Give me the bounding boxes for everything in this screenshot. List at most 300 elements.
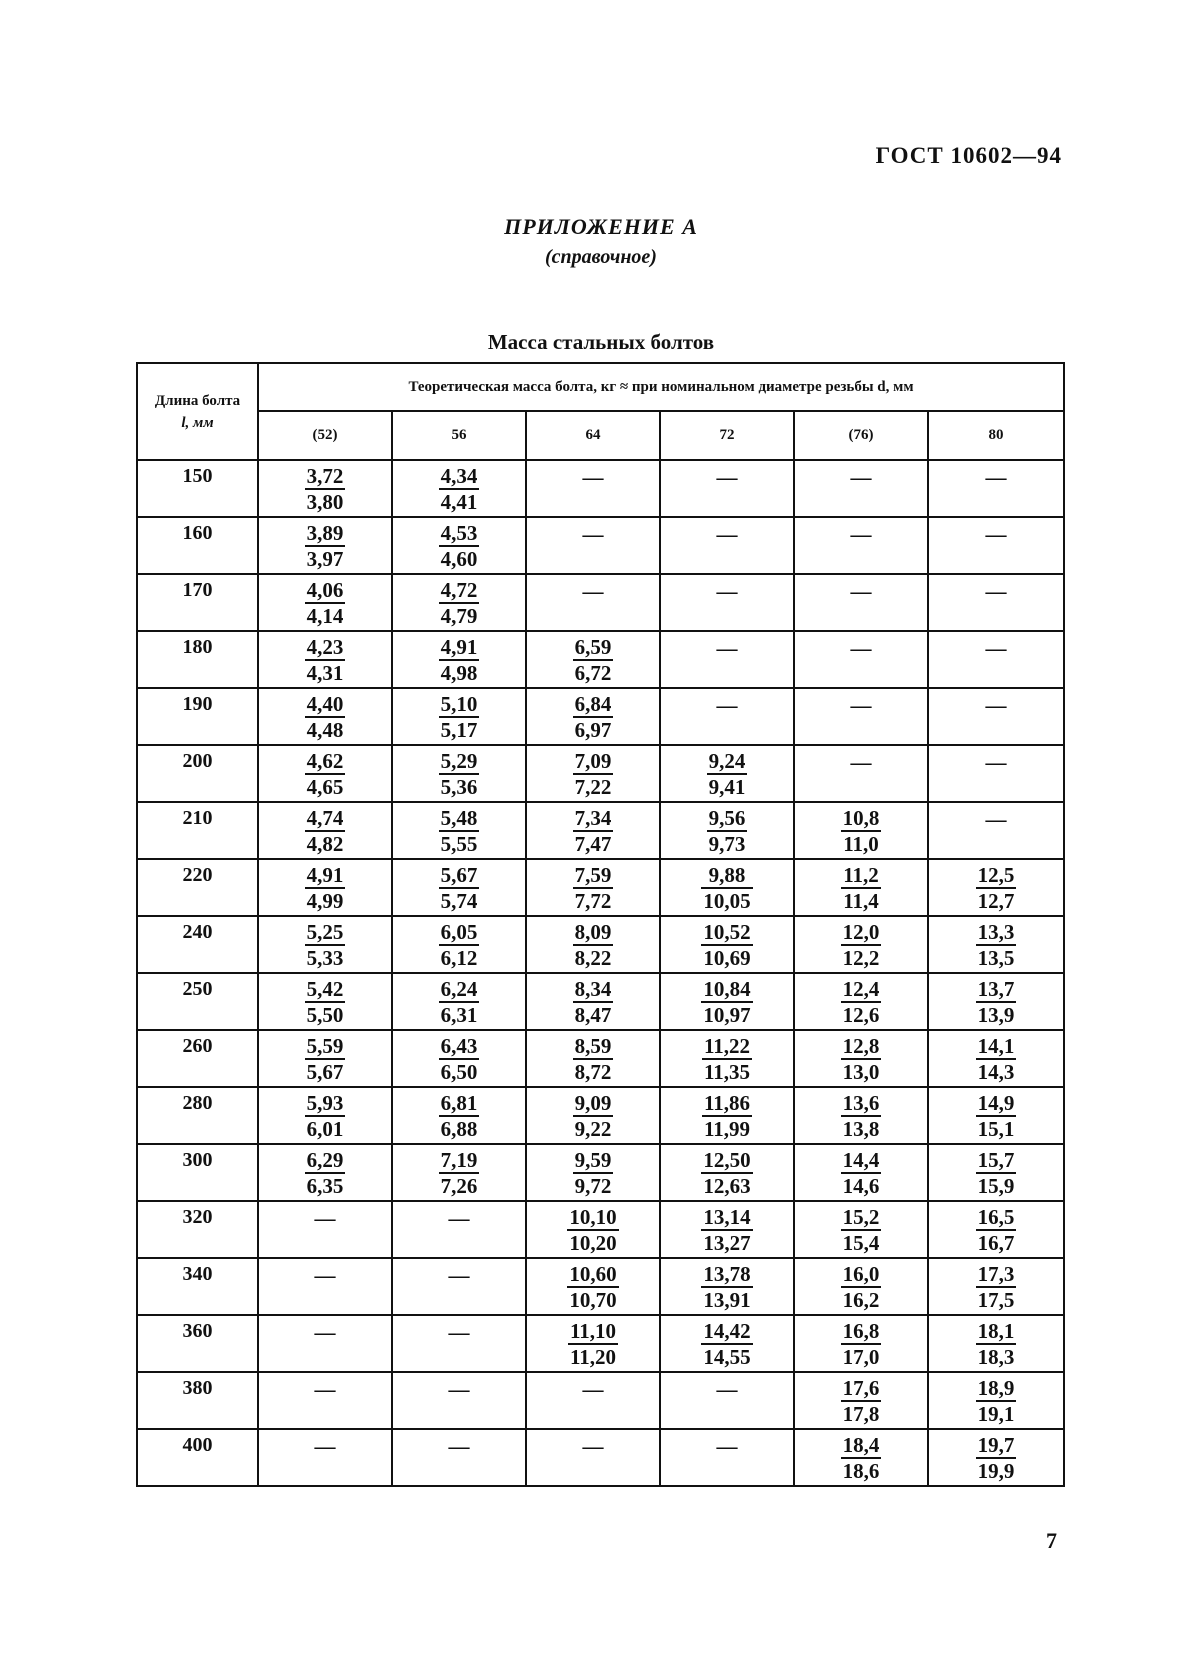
table-row (137, 460, 1064, 517)
empty-cell (258, 1315, 392, 1372)
mass-lower-value: 9,72 (574, 1174, 612, 1198)
dash-mark: — (716, 693, 738, 717)
mass-fraction (976, 1091, 1017, 1141)
mass-cell (526, 1315, 660, 1372)
mass-lower-value: 10,70 (569, 1288, 617, 1312)
mass-upper-value: 4,91 (306, 863, 344, 887)
mass-lower-value: 5,17 (440, 718, 478, 742)
mass-upper-value: 10,84 (703, 977, 751, 1001)
diameter-header: 64 (526, 411, 660, 460)
mass-fraction (573, 749, 614, 799)
mass-lower-value: 13,27 (703, 1231, 751, 1255)
dash-mark: — (985, 636, 1007, 660)
mass-cell (526, 1201, 660, 1258)
empty-cell (392, 1258, 526, 1315)
mass-fraction (439, 1091, 480, 1141)
mass-fraction (305, 1034, 346, 1084)
mass-upper-value: 13,78 (703, 1262, 751, 1286)
empty-cell (928, 745, 1064, 802)
mass-upper-value: 15,2 (842, 1205, 880, 1229)
empty-cell (660, 460, 794, 517)
mass-cell (928, 1144, 1064, 1201)
mass-fraction (573, 1091, 614, 1141)
mass-lower-value: 14,55 (703, 1345, 751, 1369)
appendix-title: ПРИЛОЖЕНИЕ А (504, 214, 698, 239)
empty-cell (928, 460, 1064, 517)
mass-cell (794, 1315, 928, 1372)
empty-cell (392, 1201, 526, 1258)
table-row (137, 1372, 1064, 1429)
mass-upper-value: 17,3 (977, 1262, 1015, 1286)
dash-mark: — (985, 750, 1007, 774)
table-body (137, 460, 1064, 1486)
dash-mark: — (716, 579, 738, 603)
mass-lower-value: 19,1 (977, 1402, 1015, 1426)
mass-lower-value: 11,99 (703, 1117, 751, 1141)
mass-fraction (305, 521, 346, 571)
mass-cell (526, 916, 660, 973)
diameter-header-row (137, 411, 1064, 460)
empty-cell (392, 1315, 526, 1372)
mass-cell (392, 745, 526, 802)
dash-mark: — (448, 1377, 470, 1401)
mass-cell (526, 745, 660, 802)
length-header-line2: l, мм (181, 414, 214, 431)
mass-cell (928, 1030, 1064, 1087)
mass-fraction (573, 1148, 614, 1198)
mass-upper-value: 10,60 (569, 1262, 617, 1286)
mass-upper-value: 13,14 (703, 1205, 751, 1229)
mass-lower-value: 9,41 (708, 775, 746, 799)
mass-fraction (439, 578, 480, 628)
dash-mark: — (716, 636, 738, 660)
mass-fraction (976, 863, 1017, 913)
empty-cell (928, 688, 1064, 745)
mass-group-header: Теоретическая масса болта, кг ≈ при номинальном диаметре резьбы d, мм (258, 363, 1064, 411)
dash-mark: — (582, 1434, 604, 1458)
mass-upper-value: 6,84 (574, 692, 612, 716)
diameter-header: 56 (392, 411, 526, 460)
mass-upper-value: 13,7 (977, 977, 1015, 1001)
mass-lower-value: 13,91 (703, 1288, 751, 1312)
mass-cell (660, 1315, 794, 1372)
mass-cell (928, 1315, 1064, 1372)
mass-upper-value: 7,34 (574, 806, 612, 830)
dash-mark: — (850, 636, 872, 660)
table-row (137, 688, 1064, 745)
mass-lower-value: 13,9 (977, 1003, 1015, 1027)
mass-cell (794, 1201, 928, 1258)
mass-upper-value: 4,74 (306, 806, 344, 830)
mass-fraction (976, 977, 1017, 1027)
mass-cell (392, 688, 526, 745)
mass-fraction (567, 1262, 618, 1312)
bolt-length-cell: 360 (137, 1315, 258, 1372)
mass-cell (392, 1144, 526, 1201)
mass-upper-value: 4,53 (440, 521, 478, 545)
mass-cell (794, 1087, 928, 1144)
mass-upper-value: 14,9 (977, 1091, 1015, 1115)
dash-mark: — (448, 1320, 470, 1344)
mass-lower-value: 11,20 (569, 1345, 617, 1369)
mass-lower-value: 18,3 (977, 1345, 1015, 1369)
mass-fraction (976, 1205, 1017, 1255)
empty-cell (258, 1429, 392, 1486)
bolt-length-cell: 220 (137, 859, 258, 916)
empty-cell (392, 1429, 526, 1486)
mass-upper-value: 6,05 (440, 920, 478, 944)
mass-lower-value: 6,31 (440, 1003, 478, 1027)
mass-fraction (701, 1148, 752, 1198)
mass-lower-value: 11,0 (843, 832, 879, 856)
diameter-header: 72 (660, 411, 794, 460)
mass-cell (258, 745, 392, 802)
dash-mark: — (985, 465, 1007, 489)
mass-upper-value: 5,59 (306, 1034, 344, 1058)
table-row (137, 1258, 1064, 1315)
mass-upper-value: 12,0 (842, 920, 880, 944)
mass-fraction (305, 1091, 346, 1141)
mass-cell (928, 1258, 1064, 1315)
mass-upper-value: 8,59 (574, 1034, 612, 1058)
empty-cell (928, 802, 1064, 859)
bolt-length-cell: 320 (137, 1201, 258, 1258)
dash-mark: — (850, 522, 872, 546)
standard-number: ГОСТ 10602—94 (875, 143, 1062, 168)
mass-lower-value: 4,41 (440, 490, 478, 514)
mass-lower-value: 13,5 (977, 946, 1015, 970)
mass-fraction (841, 863, 881, 913)
mass-upper-value: 19,7 (977, 1433, 1015, 1457)
mass-cell (258, 631, 392, 688)
mass-lower-value: 7,26 (440, 1174, 478, 1198)
dash-mark: — (448, 1434, 470, 1458)
mass-lower-value: 19,9 (977, 1459, 1015, 1483)
mass-cell (660, 916, 794, 973)
mass-cell (928, 1087, 1064, 1144)
dash-mark: — (985, 693, 1007, 717)
mass-lower-value: 18,6 (842, 1459, 880, 1483)
mass-cell (258, 916, 392, 973)
mass-fraction (305, 806, 346, 856)
empty-cell (794, 688, 928, 745)
mass-lower-value: 7,22 (574, 775, 612, 799)
mass-lower-value: 16,2 (842, 1288, 880, 1312)
empty-cell (392, 1372, 526, 1429)
mass-fraction (841, 1148, 882, 1198)
mass-lower-value: 15,4 (842, 1231, 880, 1255)
mass-fraction (976, 1148, 1017, 1198)
bolt-length-cell: 150 (137, 460, 258, 517)
mass-fraction (573, 977, 614, 1027)
mass-cell (258, 574, 392, 631)
mass-lower-value: 9,22 (574, 1117, 612, 1141)
mass-fraction (439, 749, 480, 799)
mass-lower-value: 12,2 (842, 946, 880, 970)
mass-lower-value: 11,35 (703, 1060, 751, 1084)
mass-cell (928, 1372, 1064, 1429)
mass-cell (392, 574, 526, 631)
mass-cell (258, 1144, 392, 1201)
empty-cell (794, 631, 928, 688)
page-number: 7 (1046, 1528, 1057, 1553)
mass-fraction (841, 1262, 882, 1312)
mass-fraction (841, 1433, 882, 1483)
empty-cell (794, 745, 928, 802)
empty-cell (258, 1201, 392, 1258)
mass-cell (794, 802, 928, 859)
mass-cell (794, 859, 928, 916)
dash-mark: — (716, 522, 738, 546)
table-row (137, 1429, 1064, 1486)
mass-fraction (573, 1034, 614, 1084)
table-row (137, 574, 1064, 631)
mass-upper-value: 5,67 (440, 863, 478, 887)
mass-lower-value: 6,97 (574, 718, 612, 742)
mass-upper-value: 4,40 (306, 692, 344, 716)
mass-lower-value: 17,5 (977, 1288, 1015, 1312)
dash-mark: — (314, 1434, 336, 1458)
mass-lower-value: 8,47 (574, 1003, 612, 1027)
mass-lower-value: 4,65 (306, 775, 344, 799)
mass-upper-value: 5,25 (306, 920, 344, 944)
mass-cell (526, 631, 660, 688)
mass-fraction (573, 863, 614, 913)
table-row (137, 802, 1064, 859)
mass-fraction (573, 806, 614, 856)
bolt-length-cell: 250 (137, 973, 258, 1030)
mass-upper-value: 14,4 (842, 1148, 880, 1172)
mass-cell (392, 517, 526, 574)
dash-mark: — (448, 1263, 470, 1287)
mass-upper-value: 14,42 (703, 1319, 751, 1343)
empty-cell (660, 574, 794, 631)
empty-cell (258, 1372, 392, 1429)
mass-upper-value: 11,10 (569, 1319, 617, 1343)
mass-fraction (439, 920, 480, 970)
mass-lower-value: 5,55 (440, 832, 478, 856)
mass-cell (258, 973, 392, 1030)
mass-upper-value: 7,09 (574, 749, 612, 773)
mass-lower-value: 10,05 (703, 889, 751, 913)
mass-fraction (841, 920, 882, 970)
diameter-header: (76) (794, 411, 928, 460)
mass-fraction (701, 863, 752, 913)
mass-fraction (701, 1205, 752, 1255)
mass-fraction (841, 1319, 882, 1369)
empty-cell (794, 460, 928, 517)
diameter-header: 80 (928, 411, 1064, 460)
mass-cell (392, 973, 526, 1030)
mass-upper-value: 16,8 (842, 1319, 880, 1343)
mass-cell (660, 802, 794, 859)
bolt-length-cell: 210 (137, 802, 258, 859)
mass-cell (660, 859, 794, 916)
dash-mark: — (314, 1377, 336, 1401)
mass-upper-value: 9,09 (574, 1091, 612, 1115)
empty-cell (526, 517, 660, 574)
mass-cell (660, 1201, 794, 1258)
length-header-line1: Длина болта (154, 392, 241, 409)
empty-cell (526, 1372, 660, 1429)
mass-fraction (305, 464, 346, 514)
mass-fraction (439, 863, 480, 913)
table-row (137, 1144, 1064, 1201)
mass-lower-value: 14,6 (842, 1174, 880, 1198)
mass-lower-value: 4,48 (306, 718, 344, 742)
mass-cell (258, 1030, 392, 1087)
empty-cell (660, 1429, 794, 1486)
mass-lower-value: 4,14 (306, 604, 344, 628)
mass-fraction (701, 920, 752, 970)
mass-upper-value: 5,10 (440, 692, 478, 716)
mass-fraction (439, 806, 480, 856)
mass-cell (928, 916, 1064, 973)
dash-mark: — (985, 522, 1007, 546)
dash-mark: — (850, 750, 872, 774)
bolt-length-cell: 400 (137, 1429, 258, 1486)
mass-cell (526, 1030, 660, 1087)
mass-cell (392, 460, 526, 517)
mass-upper-value: 15,7 (977, 1148, 1015, 1172)
bolt-length-cell: 190 (137, 688, 258, 745)
bolt-length-cell: 340 (137, 1258, 258, 1315)
mass-cell (392, 916, 526, 973)
mass-lower-value: 5,67 (306, 1060, 344, 1084)
table-header-row (137, 363, 1064, 411)
mass-cell (258, 517, 392, 574)
mass-lower-value: 7,72 (574, 889, 612, 913)
mass-cell (660, 973, 794, 1030)
mass-fraction (841, 977, 882, 1027)
mass-fraction (976, 1262, 1017, 1312)
mass-upper-value: 3,72 (306, 464, 344, 488)
mass-fraction (573, 920, 614, 970)
mass-cell (660, 745, 794, 802)
mass-lower-value: 3,97 (306, 547, 344, 571)
mass-upper-value: 9,56 (708, 806, 746, 830)
mass-fraction (976, 1034, 1017, 1084)
mass-upper-value: 16,5 (977, 1205, 1015, 1229)
mass-lower-value: 4,99 (306, 889, 344, 913)
mass-fraction (573, 635, 614, 685)
bolt-length-cell: 180 (137, 631, 258, 688)
mass-cell (794, 1258, 928, 1315)
mass-fraction (702, 1034, 752, 1084)
mass-upper-value: 4,72 (440, 578, 478, 602)
mass-lower-value: 8,72 (574, 1060, 612, 1084)
mass-upper-value: 5,48 (440, 806, 478, 830)
table-title: Масса стальных болтов (487, 330, 715, 354)
dash-mark: — (850, 579, 872, 603)
mass-cell (392, 631, 526, 688)
diameter-header: (52) (258, 411, 392, 460)
dash-mark: — (850, 465, 872, 489)
mass-upper-value: 4,62 (306, 749, 344, 773)
dash-mark: — (985, 579, 1007, 603)
dash-mark: — (314, 1206, 336, 1230)
mass-cell (928, 1201, 1064, 1258)
mass-cell (526, 1258, 660, 1315)
bolt-length-cell: 260 (137, 1030, 258, 1087)
empty-cell (526, 460, 660, 517)
mass-upper-value: 12,50 (703, 1148, 751, 1172)
bolt-length-cell: 380 (137, 1372, 258, 1429)
empty-cell (660, 1372, 794, 1429)
empty-cell (660, 688, 794, 745)
mass-fraction (707, 749, 748, 799)
mass-upper-value: 6,81 (440, 1091, 478, 1115)
mass-lower-value: 4,98 (440, 661, 478, 685)
mass-cell (258, 688, 392, 745)
mass-cell (526, 802, 660, 859)
mass-lower-value: 4,60 (440, 547, 478, 571)
mass-fraction (305, 1148, 346, 1198)
bolt-length-cell: 240 (137, 916, 258, 973)
mass-upper-value: 11,2 (843, 863, 879, 887)
mass-lower-value: 12,63 (703, 1174, 751, 1198)
table-row (137, 517, 1064, 574)
dash-mark: — (582, 465, 604, 489)
empty-cell (660, 517, 794, 574)
empty-cell (526, 574, 660, 631)
mass-fraction (841, 1034, 882, 1084)
mass-upper-value: 18,4 (842, 1433, 880, 1457)
mass-fraction (841, 1091, 882, 1141)
mass-upper-value: 13,3 (977, 920, 1015, 944)
mass-cell (392, 859, 526, 916)
mass-lower-value: 13,0 (842, 1060, 880, 1084)
mass-fraction (701, 1319, 752, 1369)
dash-mark: — (582, 579, 604, 603)
mass-fraction (976, 1376, 1017, 1426)
mass-upper-value: 7,19 (440, 1148, 478, 1172)
mass-upper-value: 12,4 (842, 977, 880, 1001)
mass-upper-value: 6,24 (440, 977, 478, 1001)
dash-mark: — (716, 1377, 738, 1401)
mass-fraction (305, 977, 346, 1027)
mass-lower-value: 10,69 (703, 946, 751, 970)
mass-lower-value: 15,9 (977, 1174, 1015, 1198)
mass-lower-value: 13,8 (842, 1117, 880, 1141)
mass-cell (526, 859, 660, 916)
mass-cell (258, 802, 392, 859)
mass-upper-value: 11,86 (703, 1091, 751, 1115)
mass-fraction (305, 863, 346, 913)
empty-cell (660, 631, 794, 688)
mass-lower-value: 4,31 (306, 661, 344, 685)
dash-mark: — (582, 522, 604, 546)
mass-cell (928, 973, 1064, 1030)
mass-fraction (439, 464, 480, 514)
empty-cell (526, 1429, 660, 1486)
mass-cell (526, 1144, 660, 1201)
bolt-length-cell: 200 (137, 745, 258, 802)
mass-fraction (701, 977, 752, 1027)
mass-cell (258, 859, 392, 916)
mass-fraction (841, 1205, 882, 1255)
mass-upper-value: 12,5 (977, 863, 1015, 887)
mass-cell (928, 1429, 1064, 1486)
mass-upper-value: 10,52 (703, 920, 751, 944)
mass-cell (794, 1372, 928, 1429)
dash-mark: — (314, 1320, 336, 1344)
mass-upper-value: 9,24 (708, 749, 746, 773)
mass-fraction (305, 692, 346, 742)
mass-lower-value: 4,82 (306, 832, 344, 856)
bolt-length-cell: 300 (137, 1144, 258, 1201)
mass-upper-value: 8,34 (574, 977, 612, 1001)
